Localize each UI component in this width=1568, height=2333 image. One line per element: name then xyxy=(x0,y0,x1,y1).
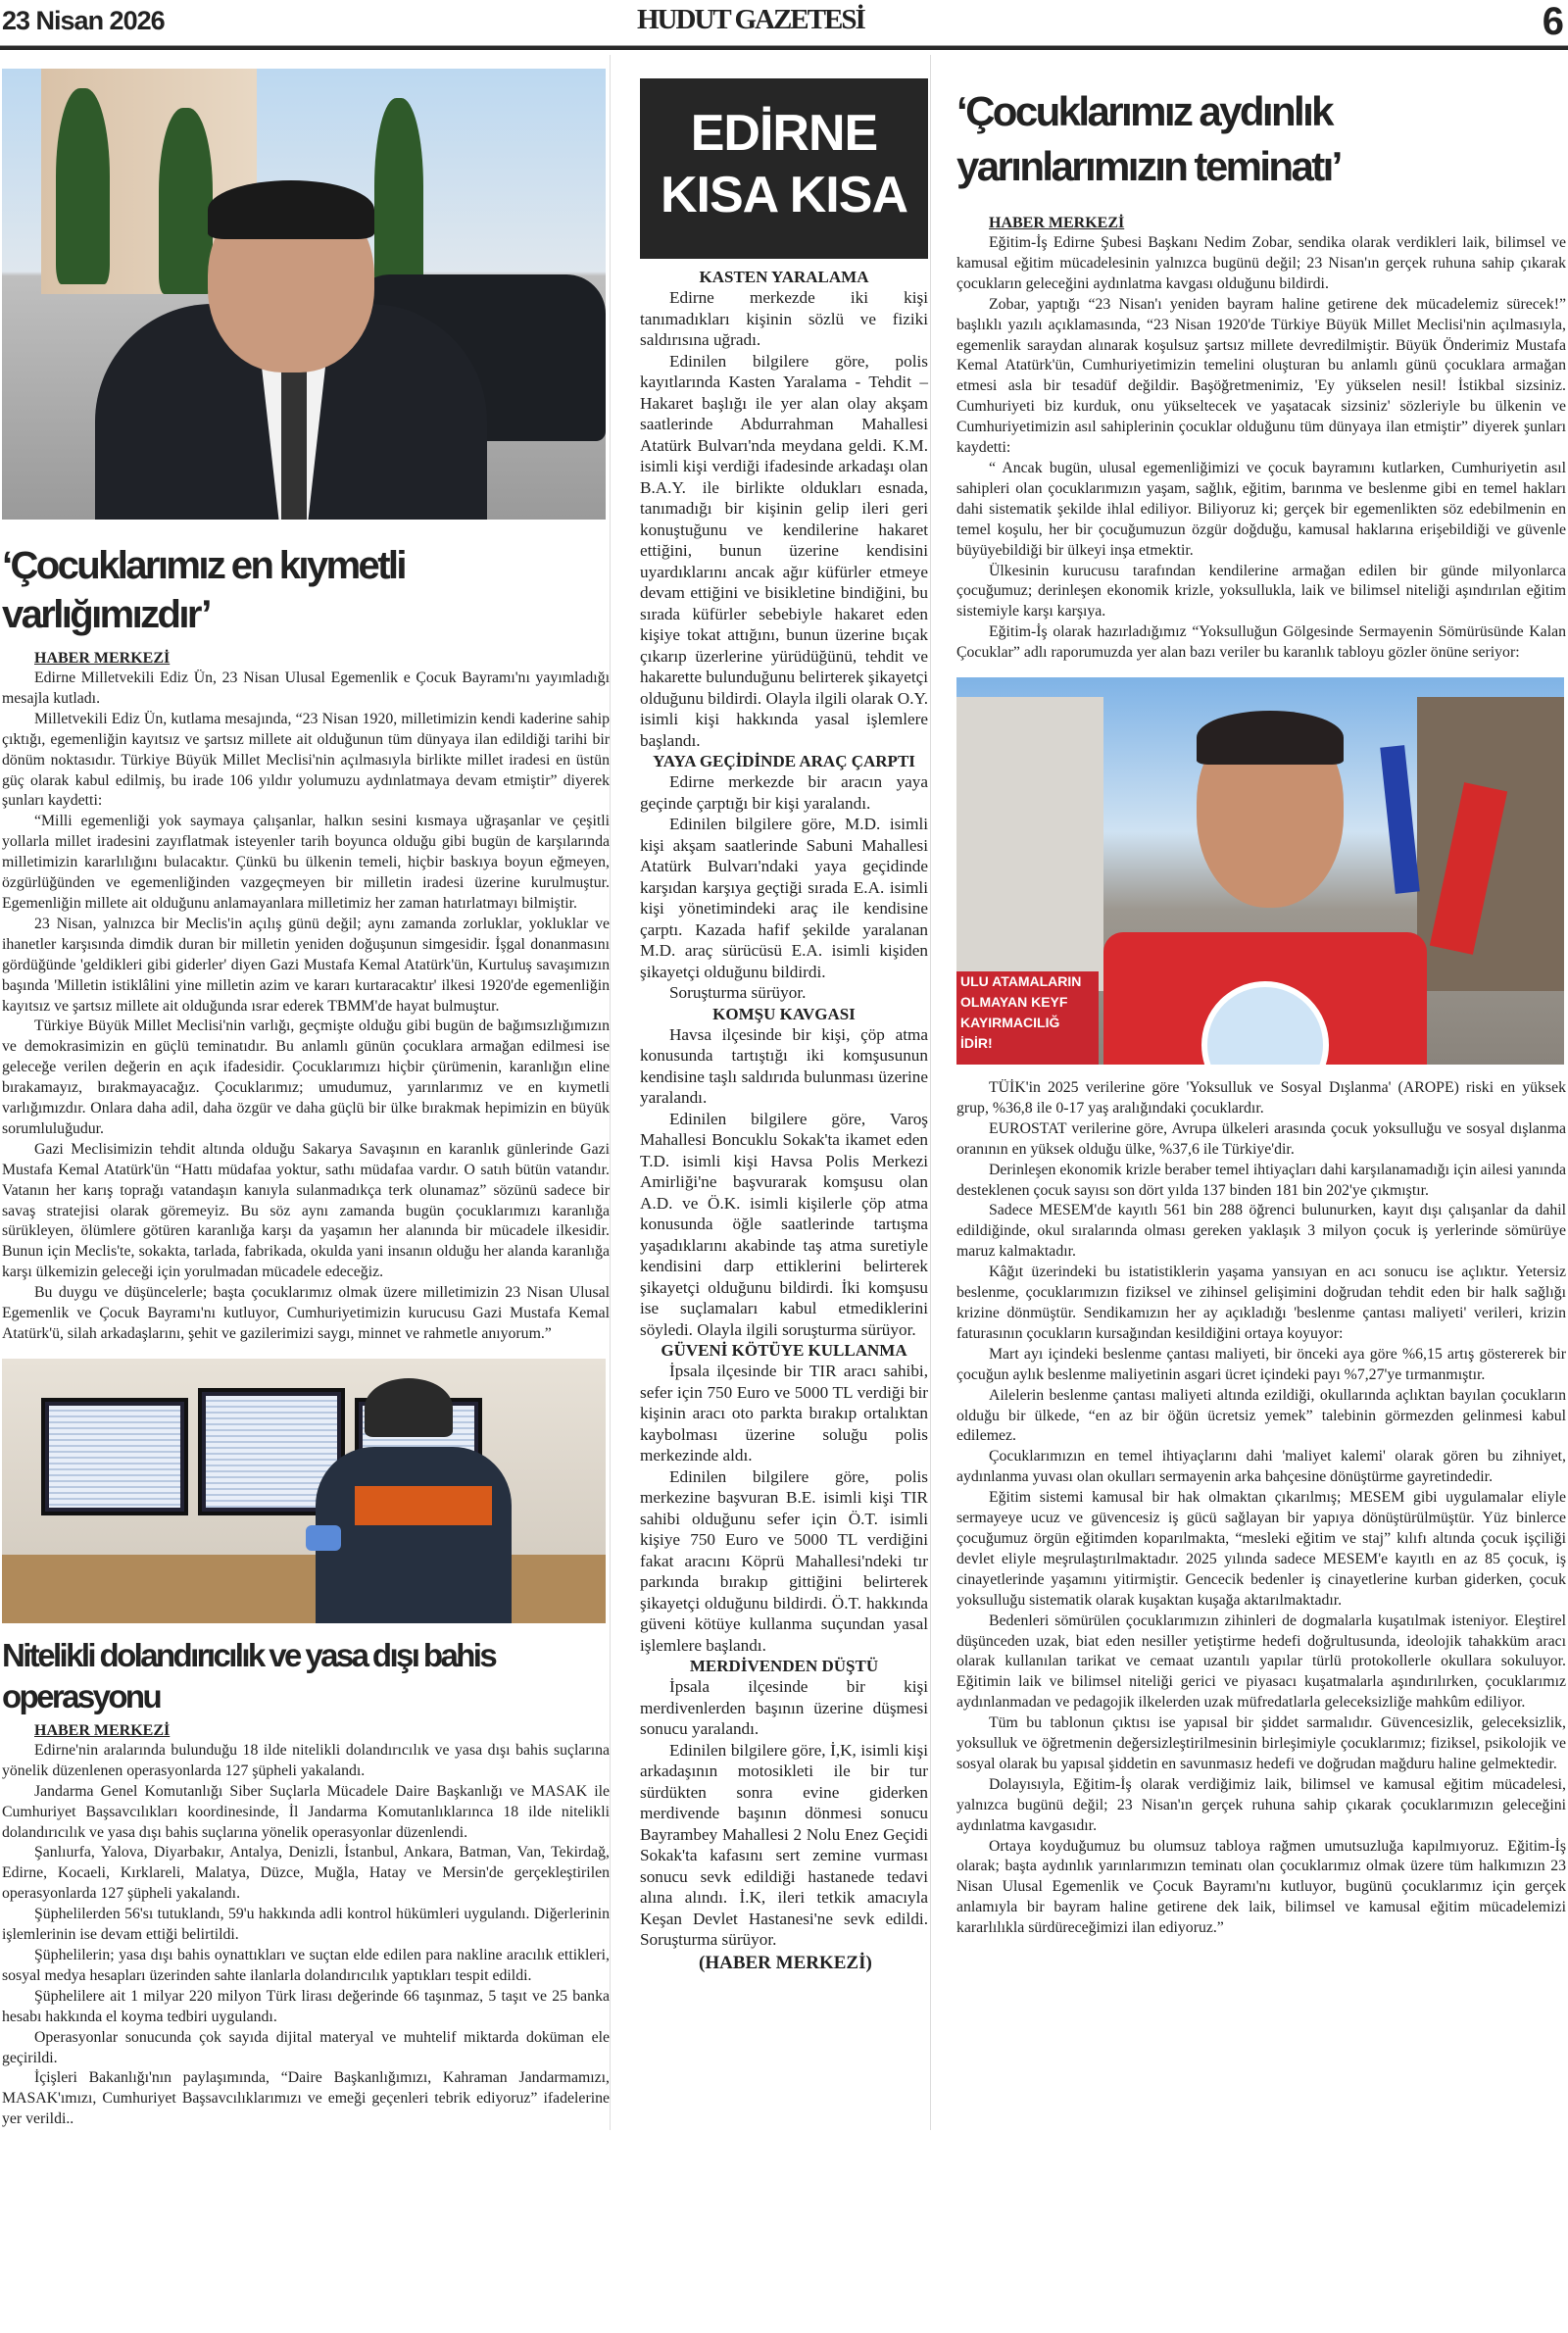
kisa-kisa-column xyxy=(640,267,928,1973)
news-brief-paragraph: Edinilen bilgilere göre, İ,K, isimli kişi arkadaşının motosikleti ile bir tur sürdükten sonra evine giderken merdivende başının dönmesi sonucu Bayrambey Mahallesi 2 Nolu Enez Geçidi Sokak'ta kafasını sert zemine vurması sonucu sevk edildiği hastanede tedavi alına alındı. İ.K, ileri tetkik amacıyla Keşan Devlet Hastanesi'ne sevk edildi. Soruşturma sürüyor. xyxy=(640,1740,928,1949)
masthead-rule xyxy=(0,45,1568,50)
article-egitim-is-body-top xyxy=(956,214,1566,664)
paragraph: Edirne Milletvekili Ediz Ün, 23 Nisan Ulusal Egemenlik e Çocuk Bayramı'nı yayımladığı mesajla kutladı. xyxy=(2,670,610,707)
article-egitim-is-body-bottom xyxy=(956,1078,1566,1939)
paragraph: Dolayısıyla, Eğitim-İş olarak verdiğimiz laik, bilimsel ve kamusal eğitim mücadelesi, yalnızca bugünü değil; 23 Nisan'ın gerçek ruhuna sahip çıkarak çocuklarımızın geleceğini aydınlatma kavgasıdır. xyxy=(956,1775,1566,1834)
headline-ediz-un: ‘Çocuklarımız en kıymetli varlığımızdır’ xyxy=(2,544,405,636)
headline-bahis-operasyonu: Nitelikli dolandırıcılık ve yasa dışı bahis operasyonu xyxy=(2,1636,496,1714)
photo-person xyxy=(95,186,487,520)
paragraph: Derinleşen ekonomik krizle beraber temel ihtiyaçları dahi karşılanamadığı için ailesi yanında desteklenen çocuk sayısı son dört yılda 137 binden 181 bin 202'ye çıkmıştır. xyxy=(956,1161,1566,1199)
paragraph: Şüphelilerden 56'sı tutuklandı, 59'u hakkında adli kontrol hükümleri uygulandı. Diğerlerinin işlemlerinin ise devam ettiği belirtildi. xyxy=(2,1906,610,1944)
news-brief-paragraph: İpsala ilçesinde bir TIR aracı sahibi, sefer için 750 Euro ve 5000 TL verdiği bir kişinin aracı oto parkta bırakıp ortalıktan kaybolması üzerine soluğu polis merkezinde aldı. xyxy=(640,1362,928,1464)
paragraph: Çocuklarımızın en temel ihtiyaçlarını dahi 'maliyet kalemi' olarak gören bu zihniyet, aydınlanma yuvası olan okulları sermayenin arka bahçesine dönüştürme gayretindedir. xyxy=(956,1448,1566,1486)
paragraph: 23 Nisan, yalnızca bir Meclis'in açılış günü değil; aynı zamanda zorluklar, yokluklar ve ihanetler karşısında dimdik duran bir milletin yeniden doğuşunun simgesidir. İşgal donanmasını gördüğünde 'geldikleri gibi giderler' diyen Gazi Mustafa Kemal Atatürk'ün, Kurtuluş savaşımızın başında 'Milletin istiklâlini yine milletin azim ve kararı kurtaracaktır' ilkesi 1920'de egemenliğin kayıtsız ve şartsız millete ait olduğunda ısrar ederek TBMM'de hayat bulmuştur. xyxy=(2,915,610,1015)
paragraph: Zobar, yaptığı “23 Nisan'ı yeniden bayram haline getirene dek mücadelemiz sürecek!” başlıklı yazılı açıklamasında, “23 Nisan 1920'de Türkiye Büyük Millet Meclisi'nin açılmasıyla, egemenlik saraydan alınarak koşulsuz şartsız millete devredilmiştir. Büyük Önderimiz Mustafa Kemal Atatürk'ün, Cumhuriyetimizin temelini oluşturan bu anlamlı günü çocuklara armağan etmesi asla bir tesadüf değildir. Başöğretmenimiz, 'Ey yükselen nesil! İstikbal sizsiniz. Cumhuriyeti biz kurduk, onu yükseltecek ve yaşatacak sizsiniz' sözleriyle bu ülkenin ve Cumhuriyetimizin asıl sahiplerinin çocuklar olduğunu tüm dünyaya ilan etmiştir” diyerek şunları kaydetti: xyxy=(956,295,1566,457)
article-paragraphs xyxy=(956,1078,1566,1939)
masthead xyxy=(0,0,1568,55)
paragraph: Bedenleri sömürülen çocuklarımızın zihinleri de dogmalarla kuşatılmak isteniyor. Eleştirel düşünceden uzak, biat eden nesiller yetiştirme hedefi doğrultusunda, ideolojik tahakküm aracı olarak kullanılan tarikat ve cemaat uzantılı yapılar türlü protokollerle okullara sokuluyor. Eğitimin laik ve bilimsel niteliği gerici ve piyasacı kuşatmalarla aşındırılırken, çocuklarımız aydınlanmadan ve pedagojik ilkelerden uzak müfredatlarla geleceksizliğe mahkûm ediliyor. xyxy=(956,1612,1566,1712)
left-column xyxy=(2,55,610,2130)
article-paragraphs xyxy=(2,1741,610,2130)
news-brief-title: YAYA GEÇİDİNDE ARAÇ ÇARPTI xyxy=(653,752,915,770)
paragraph: Sadece MESEM'de kayıtlı 561 bin 288 öğrenci bulunurken, kayıt dışı çalışanlar da dahil edildiğinde, okul sıralarında olması gereken yaklaşık 3 milyon çocuk iş yerlerinde sömürüye maruz kalmaktadır. xyxy=(956,1202,1566,1261)
paragraph: Eğitim-İş Edirne Şubesi Başkanı Nedim Zobar, sendika olarak verdikleri laik, bilimsel ve kamusal eğitim mücadelesinin yalnızca bugünü değil; 23 Nisan'ın gerçek ruhuna sahip çıkarak çocukların geleceğini aydınlatma kavgası olduğunu bildirdi. xyxy=(956,234,1566,292)
kisa-kisa-items xyxy=(640,267,928,1951)
banner-text-line: ULU ATAMALARIN xyxy=(960,973,1082,990)
banner-line-1: EDİRNE xyxy=(690,105,878,162)
photo-building xyxy=(956,697,1103,991)
article-ediz-un-body xyxy=(2,649,610,1345)
photo-nedim-zobar xyxy=(956,677,1564,1065)
paragraph: Ailelerin beslenme çantası maliyeti altında ezildiği, okullarında açlıktan bayılan çocukların olduğu bir ülkede, “en az bir öğün ücretsiz yemek” talebinin görmezden gelinmesi kabul edilemez. xyxy=(956,1386,1566,1445)
page-number: 6 xyxy=(1542,0,1564,43)
newspaper-title: HUDUT GAZETESİ xyxy=(637,4,864,35)
paragraph: Şanlıurfa, Yalova, Diyarbakır, Antalya, Denizli, İstanbul, Ankara, Batman, Van, Tekirdağ, Edirne, Kocaeli, Kırklareli, Malatya, Düzce, Muğla, Hatay ve Mersin'de gerçekleştirilen operasyonlarda 127 şüpheli yakalandı. xyxy=(2,1844,610,1903)
paragraph: Bu duygu ve düşüncelerle; başta çocuklarımız olmak üzere milletimizin 23 Nisan Ulusal Egemenlik ve Çocuk Bayramı'nı kutluyor, Cumhuriyetimizin kurucusu Gazi Mustafa Kemal Atatürk'ü, silah arkadaşlarını, şehit ve gazilerimizi saygı, minnet ve rahmetle anıyorum.” xyxy=(2,1284,610,1342)
paragraph: Ülkesinin kurucusu tarafından kendilerine armağan edilen bir günde milyonlarca çocuğumuz; derinleşen ekonomik krizle, yoksullukla, laik ve bilimsel niteliği aşındırılan eğitim sistemiyle karşı karşıya. xyxy=(956,562,1566,620)
paragraph: “Milli egemenliği yok saymaya çalışanlar, halkın sesini kısmaya uğraşanlar ve çeşitli yollarla millet iradesini zayıflatmak isteyenler tarih boyunca olduğu gibi bugün de karşılarında milletimizin kararlılığını bulacaktır. Çünkü bu ülkenin temeli, hiçbir baskıya boyun eğmeyen, özgürlüğünden ve egemenliğinden vazgeçmeyen bir milletin iradesi üzerine kurulmuştur. Egemenliğin millete ait olduğunu anlamayanlara milletimiz her zaman hatırlatmayı bilmiştir. xyxy=(2,813,610,912)
article-bahis-body xyxy=(2,1721,610,2130)
banner-text-line: KAYIRMACILIĞ xyxy=(960,1015,1060,1031)
news-brief-paragraph: İpsala ilçesinde bir kişi merdivenlerden başının üzerine düşmesi sonucu yaralandı. xyxy=(640,1677,928,1738)
news-brief-paragraph: Edinilen bilgilere göre, Varoş Mahallesi Boncuklu Sokak'ta ikamet eden T.D. isimli kişi Havsa Polis Merkezi Amirliği'ne başvurarak komşusu olan A.D. ve Ö.K. isimli kişilerle çöp atma konusunda öğle saatlerinde tartışma yaşadıklarını akabinde taş atma suretiyle kendisini darp ettiklerini belirterek şikayetçi olduğunu bildirdi. İki komşusu ise suçlamaları kabul etmediklerini söyledi. Olayla ilgili soruşturma sürüyor. xyxy=(640,1109,928,1339)
section-banner-edirne-kisa-kisa xyxy=(640,78,928,259)
paragraph: Şüphelilere ait 1 milyar 220 milyon Türk lirası değerinde 66 taşınmaz, 5 taşıt ve 25 banka hesabı hakkında el koyma tedbiri uygulandı. xyxy=(2,1987,610,2025)
paragraph: EUROSTAT verilerine göre, Avrupa ülkeleri arasında çocuk yoksulluğu ve sosyal dışlanma oranının en yüksek olduğu ülke, %37,6 ile Türkiye'dir. xyxy=(956,1119,1566,1158)
news-brief-title: KOMŞU KAVGASI xyxy=(712,1004,856,1023)
middle-column xyxy=(640,55,930,1973)
paragraph: Şüphelilerin; yasa dışı bahis oynattıkları ve suçtan elde edilen para nakline aracılık ettikleri, sosyal medya hesapları üzerinden sahte ilanlarla dolandırıcılık yaptıkları tespit edildi. xyxy=(2,1946,610,1984)
news-brief-paragraph: Edirne merkezde iki kişi tanımadıkları kişinin sözlü ve fiziki saldırısına uğradı. xyxy=(640,288,928,349)
news-brief-title: GÜVENİ KÖTÜYE KULLANMA xyxy=(661,1341,907,1360)
paragraph: Tüm bu tablonun çıktısı ise yapısal bir şiddet sarmalıdır. Güvencesizlik, geleceksizlik, yoksulluk ve öğretmenin değersizleştirilmesinin birleşimiyle çocuklarımız; fiziksel, psikolojik ve sosyal olarak bu yapısal şiddetin en savunmasız hedefi ve doğrudan mağduru haline gelmektedir. xyxy=(956,1714,1566,1772)
photo-protest-banner xyxy=(956,971,1099,1065)
paragraph: Gazi Meclisimizin tehdit altında olduğu Sakarya Savaşının en karanlık günlerinde Gazi Mustafa Kemal Atatürk'ün “Hattı müdafaa yoktur, sathı müdafaa vardır. O satıh bütün vatandır. Vatanın her karış toprağı vatandaşın kanıyla sulanmadıkça terk olunamaz” sözünü sadece bir savaş stratejisi olarak göremeyiz. Bu söz aynı zamanda bugün çocuklarımızı karanlığa sürükleyen, ölümlere götüren karanlığa karşı da yaşamın her alanında bir mücadele ilkesidir. Bunun için Meclis'te, sokakta, tarlada, fabrikada, okulda yani insanın olduğu her alanda karanlığa karşı ülkemizin geleceği için yorulmadan mücadele edeceğiz. xyxy=(2,1140,610,1281)
byline: HABER MERKEZİ xyxy=(34,1721,171,1739)
issue-date: 23 Nisan 2026 xyxy=(2,6,165,35)
paragraph: Edirne'nin aralarında bulunduğu 18 ilde nitelikli dolandırıcılık ve yasa dışı bahis suçlarına yönelik düzenlenen operasyonlarda 127 şüpheli yakalandı. xyxy=(2,1741,610,1779)
banner-text-line: OLMAYAN KEYF xyxy=(960,994,1068,1011)
paragraph: İçişleri Bakanlığı'nın paylaşımında, “Daire Başkanlığımızı, Kahraman Jandarmamızı, MASAK'ımızı, Cumhuriyet Başsavcılıklarımızı ve emeği geçenleri tebrik ediyoruz” ifadelerine yer verildi.. xyxy=(2,2069,610,2128)
news-brief-paragraph: Edinilen bilgilere göre, polis merkezine başvuran B.E. isimli kişi TIR sahibi olduğunu sefer için Ö.T. isimli kişiye 750 Euro ve 5000 TL verdiğini fakat aracını Köprü Mahallesi'ndeki tır parkında bırakıp gittiğini belirterek şikayetçi olduğunu bildirdi. Ö.T. hakkında güveni kötüye kullanma suçundan yasal işlemlere başlandı. xyxy=(640,1466,928,1655)
news-brief-title: KASTEN YARALAMA xyxy=(699,268,869,286)
paragraph: Operasyonlar sonucunda çok sayıda dijital materyal ve muhtelif miktarda doküman ele geçirildi. xyxy=(2,2028,610,2066)
signature: (HABER MERKEZİ) xyxy=(699,1952,872,1973)
photo-ediz-un xyxy=(2,69,606,520)
paragraph: Mart ayı içindeki beslenme çantası maliyeti, bir önceki aya göre %6,15 artış göstererek bir çocuğun aylık beslenme maliyetinin asgari ücret içindeki payı %7,27'ye tırmanmıştır. xyxy=(956,1345,1566,1383)
byline: HABER MERKEZİ xyxy=(989,215,1125,231)
paragraph: Eğitim sistemi kamusal bir hak olmaktan çıkarılmış; MESEM gibi uygulamalar eliyle sermayeye ucuz ve güvencesiz iş gücü sağlayan bir yapıya dönüştürülmüştür. Yüz binlerce çocuğumuz örgün eğitimden koparılmakta, “mesleki eğitim ve staj” kılıfı altında çocuk işçiliği devlet eliyle meşrulaştırılmaktadır. 2025 yılında sadece MESEM'e kayıtlı en az 85 çocuk, iş cinayetlerinde yaşamını yitirmiştir. Gencecik bedenler iş cinayetlerine kurban giderken, çocuk yoksulluğu sistematik olarak kuşaktan kuşağa aktarılmaktadır. xyxy=(956,1489,1566,1609)
paragraph: Eğitim-İş olarak hazırladığımız “Yoksulluğun Gölgesinde Sermayenin Sömürüsünde Kalan Çocuklar” adlı raporumuzda yer alan bazı veriler bu karanlık tabloyu gözler önüne seriyor: xyxy=(956,623,1566,662)
news-brief-paragraph: Edinilen bilgilere göre, polis kayıtlarında Kasten Yaralama - Tehdit – Hakaret başlığı ile yer alan olay akşam saatlerinde Abdurrahman Mahallesi Atatürk Bulvarı'nda meydana geldi. K.M. isimli kişi verdiği ifadesinde arkadaşı olan B.A.Y. ile birlikte oldukları esnada, tanımadığı bir kişinin gelip ileri geri konuştuğunu ve kendilerine hakaret ettiğini, bunun üzerine kendisini uyardıklarını ancak ağır küfürler etmeye devam ettiğini ve bisikletine bindiğini, bu sırada küfürler sebebiyle hakaret eden kişiye tokat attığını, bunun üzerine bıçak çıkarıp üzerlerine yürüdüğünü, tehdit ve hakarette bulunduğunu belirterek şikayetçi olduğunu bildirdi. Olayla ilgili olarak O.Y. isimli kişi hakkında yasal işlemlere başlandı. xyxy=(640,351,928,750)
paragraph: TÜİK'in 2025 verilerine göre 'Yoksulluk ve Sosyal Dışlanma' (AROPE) riski en yüksek grup, %36,8 ile 0-17 yaş aralığındaki çocuklardır. xyxy=(956,1079,1566,1117)
paragraph: Jandarma Genel Komutanlığı Siber Suçlarla Mücadele Daire Başkanlığı ve MASAK ile Cumhuriyet Başsavcılıkları koordinesinde, İl Jandarma Komutanlıklarınca 18 ilde nitelikli dolandırıcılık ve yasa dışı bahis suçlarına yönelik operasyonlar düzenlendi. xyxy=(2,1782,610,1841)
photo-jandarma-operation xyxy=(2,1359,606,1623)
page-columns xyxy=(0,55,1568,2130)
photo-person xyxy=(1103,717,1427,1065)
paragraph: Kâğıt üzerindeki bu istatistiklerin yaşama yansıyan en acı sonucu ise açlıktır. Yetersiz beslenme, çocuklarımızın fiziksel ve zihinsel gelişimini doğrudan tehdit eden bir halk sağlığı krizine dönmüştür. Sendikamızın her ay açıkladığı 'beslenme çantası maliyeti' verileri, krizin faturasının çocukların kursağından kesildiğini ortaya koyuyor: xyxy=(956,1264,1566,1342)
paragraph: Milletvekili Ediz Ün, kutlama mesajında, “23 Nisan 1920, milletimizin kendi kaderine sahip çıktığı, egemenliğin kayıtsız ve şartsız millete ait olduğunun tüm dünyaya ilan edildiği tarihi bir dönüm noktasıdır. Türkiye Büyük Millet Meclisi'nin açılmasıyla birlikte millet iradesi en üstün güç olarak kabul edilmiş, bu irade 106 yıldır yolumuzu aydınlatmaya devam etmiştir” diyerek şunları kaydetti: xyxy=(2,710,610,810)
news-brief-paragraph: Edinilen bilgilere göre, M.D. isimli kişi akşam saatlerinde Sabuni Mahallesi Atatürk Bulvarı'ndaki yaya geçidinde karşıdan karşıya geçtiği sırada E.A. isimli kişi yönetimindeki araç ile kendisine çarptı. Kazada hafif şekilde yaralanan M.D. araç sürücüsü E.A. isimli kişiden şikayetçi olduğunu bildirdi. xyxy=(640,815,928,981)
news-brief-paragraph: Havsa ilçesinde bir kişi, çöp atma konusunda tartıştığı iki komşusunun kendisine taşlı saldırıda bulunması üzerine yaralandı. xyxy=(640,1024,928,1107)
article-paragraphs xyxy=(2,669,610,1345)
paragraph: “ Ancak bugün, ulusal egemenliğimizi ve çocuk bayramını kutlarken, Cumhuriyetin asıl sahipleri olan çocuklarımızın yaşam, sağlık, eğitim, barınma ve beslenme gibi en temel hakları dahi sistematik şekilde ihlal ediliyor. Biliyoruz ki; gerçek bir egemenlikten söz edebilmenin en temel koşulu, her bir çocuğumuzun özgür doğduğu, kamusal haklarına erişebildiği ve güvenle büyüyebildiği bir ülkeyi inşa etmektir. xyxy=(956,459,1566,559)
news-brief-paragraph: Edirne merkezde bir aracın yaya geçinde çarptığı bir kişi yaralandı. xyxy=(640,772,928,813)
article-paragraphs xyxy=(956,233,1566,664)
banner-text-line: İDİR! xyxy=(960,1035,993,1052)
column-divider xyxy=(610,55,611,2130)
news-brief-paragraph: Soruşturma sürüyor. xyxy=(669,983,807,1002)
headline-egitim-is: ‘Çocuklarımız aydınlık yarınlarımızın teminatı’ xyxy=(956,88,1341,189)
column-divider xyxy=(930,55,931,2130)
banner-line-2: KISA KISA xyxy=(661,167,907,223)
byline: HABER MERKEZİ xyxy=(34,650,171,667)
paragraph: Türkiye Büyük Millet Meclisi'nin varlığı, geçmişte olduğu gibi bugün de bağımsızlığımızın ve demokrasimizin en güçlü teminatıdır. Bu anlamlı günün çocuklara armağan edilmesi ise geleceğe verilen değerin en açık ifadesidir. Çocuklarımızı hiçbir çürümenin, karanlığın eline bırakamayız, bırakmayacağız. Çocuklarımız; umudumuz, yarınlarımız ve en kıymetli varlığımızdır. Onlara daha adil, daha özgür ve daha güçlü bir ülke bırakmak hepimizin en büyük sorumluluğudur. xyxy=(2,1018,610,1137)
right-column xyxy=(956,55,1566,1939)
news-brief-title: MERDİVENDEN DÜŞTÜ xyxy=(689,1657,879,1675)
photo-monitor xyxy=(41,1398,188,1515)
paragraph: Ortaya koyduğumuz bu olumsuz tabloya rağmen umutsuzluğa kapılmıyoruz. Eğitim-İş olarak; başta aydınlık yarınlarımızın teminatı olan çocuklarımız olmak üzere tüm halkımızın 23 Nisan Ulusal Egemenlik ve Çocuk Bayramı'nı kutluyor, bugünü çocuklarımız için gerçek anlamıyla bir bayram haline getirene dek laik, bilimsel ve kamusal eğitim mücadelemizi kararlılıkla sürdüreceğimizi ilan ediyoruz.” xyxy=(956,1837,1566,1937)
photo-officer xyxy=(296,1378,521,1623)
